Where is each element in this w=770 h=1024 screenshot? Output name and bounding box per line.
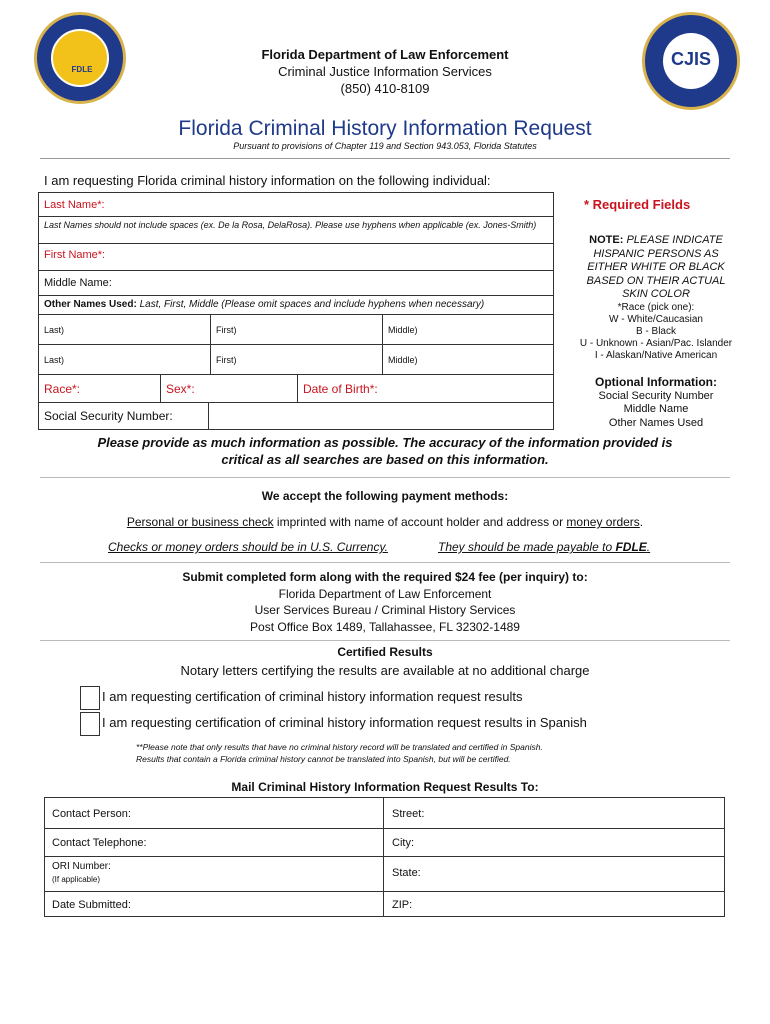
divider	[40, 158, 730, 159]
divider	[383, 797, 384, 917]
sex-label[interactable]: Sex*:	[166, 382, 195, 396]
race-w: W - White/Caucasian	[609, 313, 703, 325]
note-line-4: BASED ON THEIR ACTUAL	[586, 274, 726, 287]
submit-line2: User Services Bureau / Criminal History Services	[254, 603, 516, 617]
accuracy-line1: Please provide as much information as possible. The accuracy of the information provided is	[97, 435, 673, 450]
dob-label[interactable]: Date of Birth*:	[303, 382, 378, 396]
currency-note: Checks or money orders should be in U.S. Currency.	[108, 540, 388, 554]
divider	[40, 562, 730, 563]
other-last-1[interactable]: Last)	[44, 325, 65, 335]
other-names-bold: Other Names Used:	[44, 299, 137, 310]
cjis-seal-inner	[663, 33, 719, 89]
other-names-italic: Last, First, Middle (Please omit spaces and include hyphens when necessary)	[139, 299, 485, 310]
payment-title: We accept the following payment methods:	[261, 489, 509, 503]
divider	[44, 891, 725, 892]
other-middle-2[interactable]: Middle)	[388, 355, 418, 365]
ori-number-label[interactable]: ORI Number:	[52, 861, 111, 872]
divider	[44, 828, 725, 829]
page-title: Florida Criminal History Information Request	[178, 117, 592, 140]
payment-period: .	[639, 515, 644, 529]
certification-option: I am requesting certification of criminal history information request results	[102, 689, 523, 704]
mail-table	[44, 797, 725, 917]
spanish-certification-option: I am requesting certification of criminal history information request results in Spanish	[102, 715, 587, 730]
divider	[38, 243, 554, 244]
divider	[38, 314, 554, 315]
race-label[interactable]: Race*:	[44, 382, 81, 396]
payment-mid: imprinted with name of account holder and address or	[273, 515, 567, 529]
fdle-seal-inner	[51, 29, 109, 87]
divider	[38, 270, 554, 271]
spanish-note-2: Results that contain a Florida criminal history cannot be translated into Spanish, but will be certified.	[136, 754, 511, 764]
note-line-0	[556, 234, 756, 248]
mail-title: Mail Criminal History Information Request Results To:	[231, 780, 539, 794]
divider	[297, 374, 298, 402]
page-subtitle: Pursuant to provisions of Chapter 119 and Section 943.053, Florida Statutes	[233, 141, 537, 151]
intro-text: I am requesting Florida criminal history information on the following individual:	[44, 173, 491, 188]
contact-person-label[interactable]: Contact Person:	[52, 808, 131, 820]
header-division: Criminal Justice Information Services	[278, 64, 492, 79]
header-block	[180, 46, 590, 97]
other-first-2[interactable]: First)	[216, 355, 237, 365]
header-phone: (850) 410-8109	[340, 81, 430, 96]
race-i: I - Alaskan/Native American	[594, 349, 718, 361]
note-line-3: EITHER WHITE OR BLACK	[587, 261, 725, 273]
fdle-seal-text: FDLE	[71, 65, 93, 74]
first-name-label[interactable]: First Name*:	[44, 249, 106, 261]
note-line-5: SKIN COLOR	[622, 288, 690, 300]
cjis-seal-text: CJIS	[670, 49, 712, 69]
divider	[44, 856, 725, 857]
optional-3: Other Names Used	[608, 416, 704, 429]
fdle-seal	[34, 12, 126, 104]
divider	[38, 216, 554, 217]
divider	[38, 402, 554, 403]
note-line-1: PLEASE INDICATE	[626, 234, 723, 246]
divider	[208, 402, 209, 430]
city-label[interactable]: City:	[392, 837, 414, 849]
payable-fdle: FDLE	[615, 540, 647, 554]
required-fields-note: * Required Fields	[584, 197, 691, 212]
payment-methods	[40, 515, 730, 529]
optional-info	[556, 376, 756, 430]
other-last-2[interactable]: Last)	[44, 355, 65, 365]
divider	[40, 640, 730, 641]
payable-note	[438, 540, 650, 554]
spanish-certification-checkbox[interactable]	[80, 712, 100, 736]
middle-name-label[interactable]: Middle Name:	[44, 277, 112, 289]
payable-text: They should be made payable to	[438, 540, 616, 554]
certification-checkbox[interactable]	[80, 686, 100, 710]
cjis-seal	[642, 12, 740, 110]
payable-end: .	[646, 540, 651, 554]
certified-title: Certified Results	[337, 645, 433, 659]
other-names-label	[44, 299, 484, 310]
notary-text: Notary letters certifying the results are available at no additional charge	[180, 663, 590, 678]
last-name-note: Last Names should not include spaces (ex. De la Rosa, DelaRosa). Please use hyphens when applicable (ex. Jones-Smith)	[44, 220, 537, 230]
divider	[38, 344, 554, 345]
race-pick: *Race (pick one):	[617, 301, 695, 313]
submit-title: Submit completed form along with the required $24 fee (per inquiry) to:	[182, 570, 588, 584]
street-label[interactable]: Street:	[392, 808, 425, 820]
state-label[interactable]: State:	[392, 867, 421, 879]
payment-check: Personal or business check	[126, 515, 274, 529]
race-note	[556, 234, 756, 362]
other-middle-1[interactable]: Middle)	[388, 325, 418, 335]
note-line-2: HISPANIC PERSONS AS	[593, 247, 719, 260]
date-submitted-label[interactable]: Date Submitted:	[52, 899, 131, 911]
spanish-note-1: **Please note that only results that have no criminal history record will be translated and certified in Spanish.	[136, 742, 543, 752]
race-u: U - Unknown - Asian/Pac. Islander	[579, 337, 733, 349]
other-first-1[interactable]: First)	[216, 325, 237, 335]
zip-label[interactable]: ZIP:	[392, 899, 413, 911]
submit-line3: Post Office Box 1489, Tallahassee, FL 32302-1489	[250, 619, 520, 634]
ssn-label[interactable]: Social Security Number:	[44, 409, 173, 423]
divider	[160, 374, 161, 402]
payment-money-orders: money orders	[566, 515, 640, 529]
submit-line1: Florida Department of Law Enforcement	[278, 586, 492, 601]
ori-note: (If applicable)	[52, 875, 101, 884]
optional-title: Optional Information:	[595, 375, 717, 389]
last-name-label[interactable]: Last Name*:	[44, 199, 105, 211]
submit-block	[40, 569, 730, 635]
header-org: Florida Department of Law Enforcement	[261, 47, 509, 62]
spanish-note	[136, 741, 543, 765]
divider	[38, 374, 554, 375]
divider	[40, 477, 730, 478]
contact-telephone-label[interactable]: Contact Telephone:	[52, 837, 147, 849]
note-bold: NOTE:	[589, 234, 624, 246]
race-b: B - Black	[635, 325, 676, 337]
accuracy-note	[40, 434, 730, 468]
optional-2: Middle Name	[623, 403, 689, 415]
divider	[38, 295, 554, 296]
optional-1: Social Security Number	[598, 389, 714, 402]
accuracy-line2: critical as all searches are based on this information.	[221, 452, 549, 467]
